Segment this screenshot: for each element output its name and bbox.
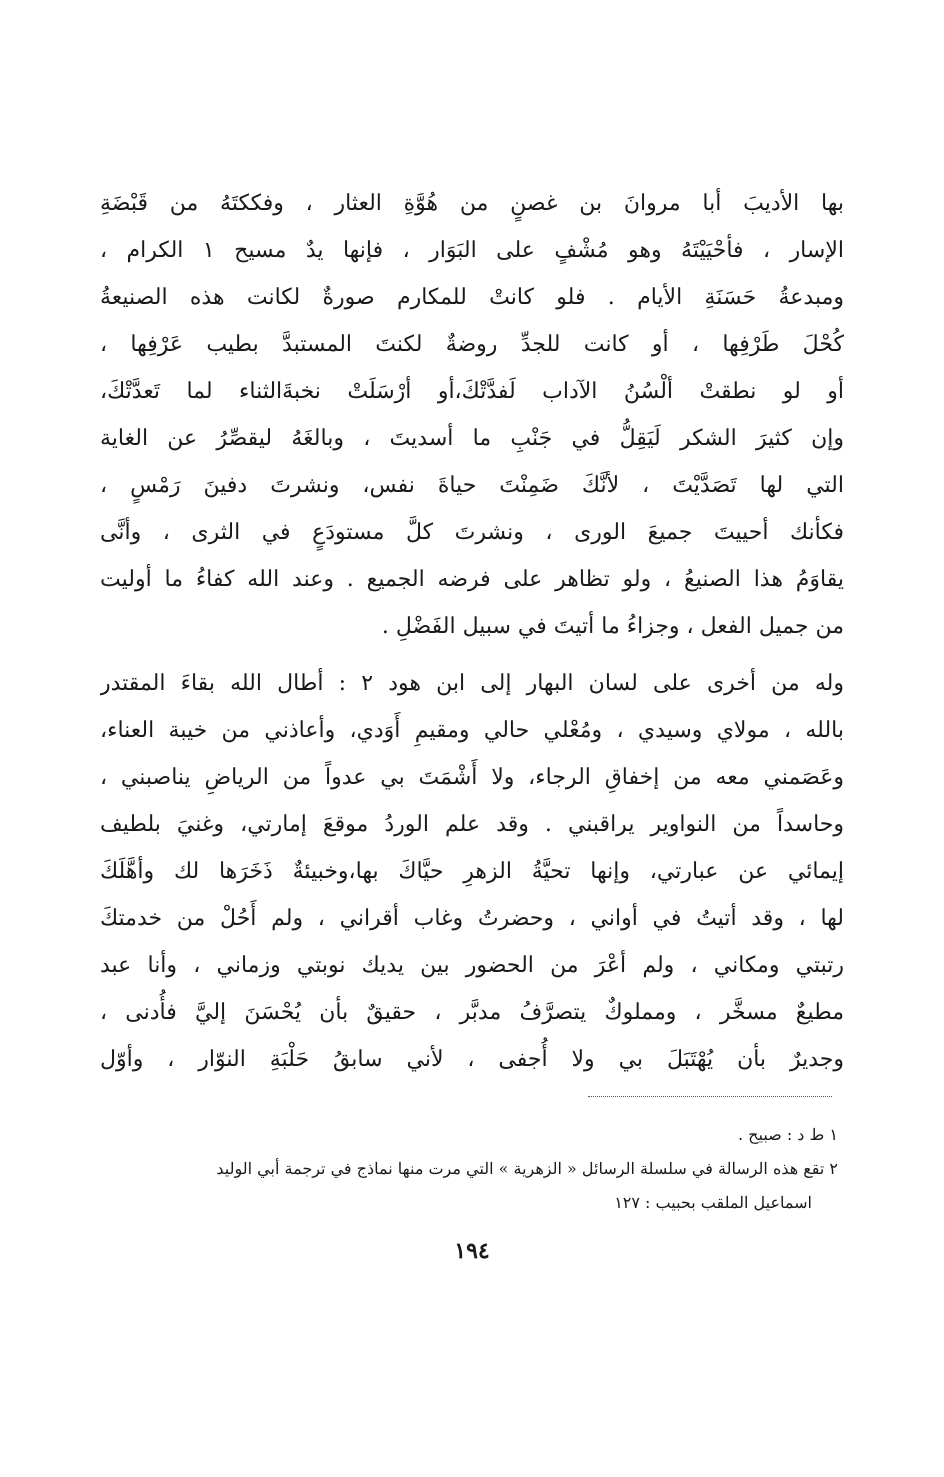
text-line: أو لو نطقتْ ألْسُنُ الآداب لَفدَّتْكَ،أو أرْسَلَتْ نخبةَالثناء لما تَعدَّتْكَ، xyxy=(100,379,844,404)
text-line: كُحْلَ طَرْفِها ، أو كانت للجدِّ روضةٌ لكنتَ المستبدَّ بطيب عَرْفِها ، xyxy=(100,332,844,357)
text-line: التي لها تَصَدَّيْتَ ، لأنَّكَ ضَمِنْتَ حياةَ نفس، ونشرتَ دفينَ رَمْسٍ ، xyxy=(100,473,844,498)
text-line: يقاوَمُ هذا الصنيعُ ، ولو تظاهر على فرضه الجميع . وعند الله كفاءُ ما أوليت xyxy=(100,567,844,592)
footnote-1: ١ ط د : صبيح . xyxy=(738,1125,838,1144)
paragraph-1 xyxy=(100,180,844,650)
footnote-2: ٢ تقع هذه الرسالة في سلسلة الرسائل « الزهرية » التي مرت منها نماذج في ترجمة أبي الوليد xyxy=(216,1159,838,1178)
footnote-2-continuation: اسماعيل الملقب بحبيب : ١٢٧ xyxy=(614,1193,812,1212)
footnote-divider xyxy=(588,1096,832,1097)
text-line: بها الأديبَ أبا مروانَ بن غصنٍ من هُوَّةِ العثار ، وفككتَهُ من قَبْضَةِ xyxy=(100,191,844,216)
page-number: ١٩٤ xyxy=(454,1238,490,1264)
footnotes xyxy=(100,1118,838,1220)
text-line: بالله ، مولاي وسيدي ، ومُعْلي حالي ومقيمِ أَوَدي، وأعاذني من خيبة العناء، xyxy=(100,718,844,743)
text-line: ومبدعةُ حَسَنَةِ الأيام . فلو كانتْ للمكارم صورةٌ لكانت هذه الصنيعةُ xyxy=(100,285,844,310)
text-line: وجديرٌ بأن يُهْتَبَلَ بي ولا أُجفى ، لأني سابقُ حَلْبَةِ النوّار ، وأوّل xyxy=(100,1047,844,1072)
text-line: وعَصَمني معه من إخفاقِ الرجاء، ولا أَشْمَتَ بي عدواً من الرياضِ يناصبني ، xyxy=(100,765,844,790)
text-line: مطيعٌ مسخَّر ، ومملوكٌ يتصرَّفُ مدبَّر ، حقيقٌ بأن يُحْسَنَ إليَّ فأُدنى ، xyxy=(100,1000,844,1025)
text-line: إيمائي عن عبارتي، وإنها تحيَّةُ الزهرِ حيَّاكَ بها،وخبيئةٌ ذَخَرَها لك وأهَّلَكَ xyxy=(100,859,844,884)
text-line: وحاسداً من النواوير يراقبني . وقد علم الوردُ موقعَ إمارتي، وغنيَ بلطيف xyxy=(100,812,844,837)
text-line: لها ، وقد أتيتُ في أواني ، وحضرتُ وغاب أقراني ، ولم أَحُلْ من خدمتكَ xyxy=(100,906,844,931)
text-line: فكأنك أحييتَ جميعَ الورى ، ونشرتَ كلَّ مستودَعٍ في الثرى ، وأنَّى xyxy=(100,520,844,545)
text-line: من جميل الفعل ، وجزاءُ ما أتيتَ في سبيل الفَضْلِ . xyxy=(381,614,844,639)
text-line: الإسار ، فأحْيَيْتَهُ وهو مُشْفٍ على البَوَار ، فإنها يدٌ مسيح ١ الكرام ، xyxy=(100,238,844,263)
text-line: وإن كثيرَ الشكر لَيَقِلُّ في جَنْبِ ما أسديتَ ، وبالغَهُ ليقصِّرُ عن الغاية xyxy=(100,426,844,451)
text-line: وله من أخرى على لسان البهار إلى ابن هود ٢ : أطال الله بقاءَ المقتدر xyxy=(100,671,844,696)
paragraph-2 xyxy=(100,660,844,1083)
text-line: رتبتي ومكاني ، ولم أعْرَ من الحضور بين يديك نوبتي وزماني ، وأنا عبد xyxy=(100,953,844,978)
